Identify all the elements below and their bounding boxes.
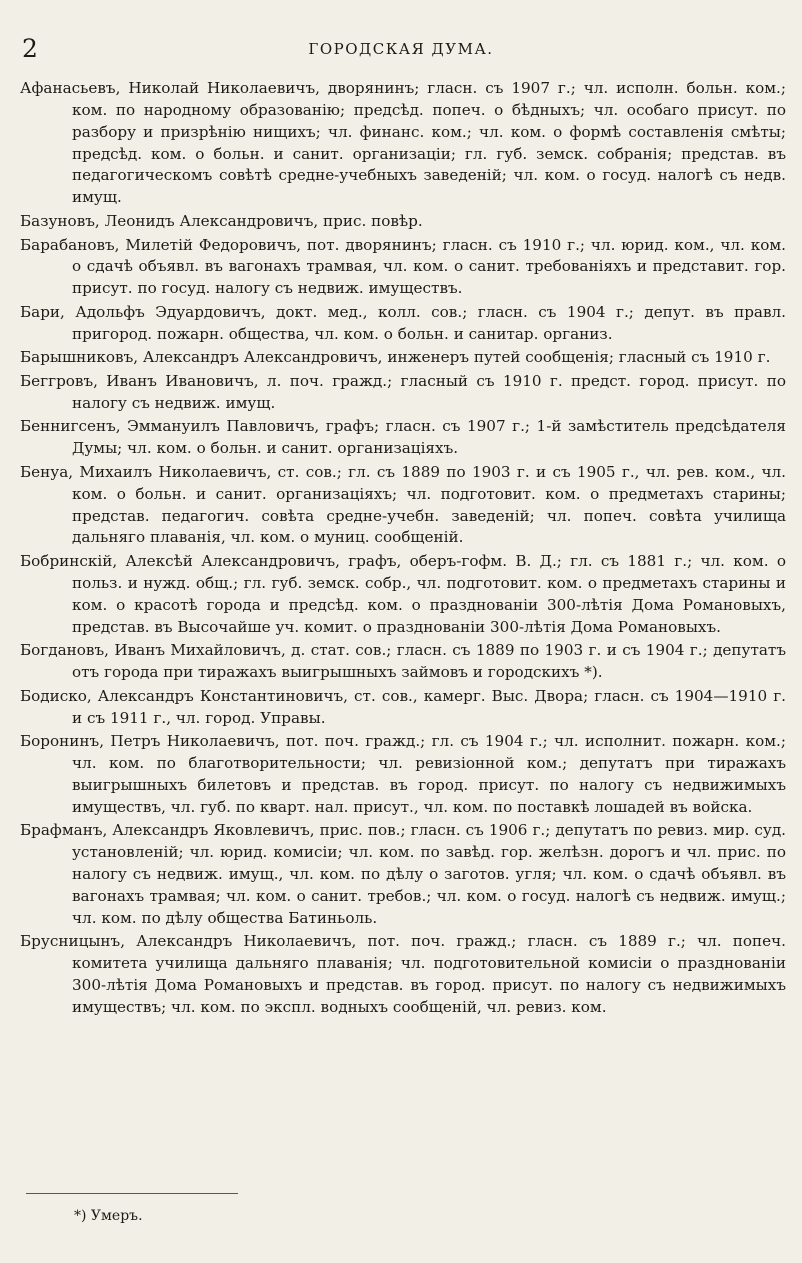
entry-bodisko: Бодиско, Александръ Константиновичъ, ст. сов., камерг. Выс. Двора; гласн. съ 1904—1910 г. и съ 1911 г., чл. город. Управы. xyxy=(20,686,786,727)
footnote: *) Умеръ. xyxy=(74,1208,143,1224)
footnote-divider xyxy=(26,1193,238,1194)
entry-brafman: Брафманъ, Александръ Яковлевичъ, прис. пов.; гласн. съ 1906 г.; депутатъ по ревиз. мир. суд. установленій; чл. юрид. комисіи; чл. ком. по завѣд. гор. желѣзн. дорогъ и чл. прис. по налогу съ недвиж. имущ., чл. ком. по дѣлу о заготов. угля; чл. ком. о сдачѣ объявл. въ вагонахъ трамвая; чл. ком. о санит. требов.; чл. ком. о госуд. налогѣ съ недвиж. имущ.; чл. ком. по дѣлу общества Батиньоль. xyxy=(20,821,786,927)
entry-bari: Бари, Адольфъ Эдуардовичъ, докт. мед., колл. сов.; гласн. съ 1904 г.; депут. въ правл. пригород. пожарн. общества, чл. ком. о больн. и санитар. организ. xyxy=(20,302,786,343)
entry-bogdanov: Богдановъ, Иванъ Михайловичъ, д. стат. сов.; гласн. съ 1889 по 1903 г. и съ 1904 г.; депутатъ отъ города при тиражахъ выигрышныхъ займовъ и городскихъ *). xyxy=(20,641,786,682)
entry-brusnitsyn: Брусницынъ, Александръ Николаевичъ, пот. поч. гражд.; гласн. съ 1889 г.; чл. попеч. комитета училища дальняго плаванія; чл. подготовительной комисіи о праздновaніи 300-лѣтія Дома Романовыхъ и представ. въ город. присут. по налогу съ недвижимыхъ имуществъ; чл. ком. по экспл. водныхъ сообщеній, чл. ревиз. ком. xyxy=(20,932,786,1016)
entry-boronin: Боронинъ, Петръ Николаевичъ, пот. поч. гражд.; гл. съ 1904 г.; чл. исполнит. пожарн. ком.; чл. ком. по благотворительности; чл. ревизіонной ком.; депутатъ при тиражахъ выигрышныхъ билетовъ и представ. въ город. присут. по налогу съ недвижимыхъ имуществъ, чл. губ. по кварт. нал. присут., чл. ком. по поставкѣ лошадей въ войска. xyxy=(20,732,786,816)
entry-barabanov: Барабановъ, Милетій Федоровичъ, пот. дворянинъ; гласн. съ 1910 г.; чл. юрид. ком., чл. ком. о сдачѣ объявл. въ вагонахъ трамвая, чл. ком. о санит. требованіяхъ и представит. гор. присут. по госуд. налогу съ недвиж. имуществъ. xyxy=(20,235,786,298)
entry-afanasev: Афанасьевъ, Николай Николаевичъ, дворянинъ; гласн. съ 1907 г.; чл. исполн. больн. ком.; ком. по народному образованію; предсѣд. попеч. о бѣдныхъ; чл. особаго присут. по разбору и призрѣнію нищихъ; чл. финанс. ком.; чл. ком. о формѣ составленія смѣты; предсѣд. ком. о больн. и санит. организаціи; гл. губ. земск. собранія; представ. въ педагогическомъ совѣтѣ средне-учебныхъ заведеній; чл. ком. о госуд. налогѣ съ недв. имущ. xyxy=(20,79,786,207)
running-title: ГОРОДСКАЯ ДУМА. xyxy=(308,40,494,58)
entry-bennigsen: Беннигсенъ, Эммануилъ Павловичъ, графъ; гласн. съ 1907 г.; 1-й замѣститель предсѣдателя Думы; чл. ком. о больн. и санит. организаціяхъ. xyxy=(20,417,786,458)
entry-benua: Бенуа, Михаилъ Николаевичъ, ст. сов.; гл. съ 1889 по 1903 г. и съ 1905 г., чл. рев. ком., чл. ком. о больн. и санит. организаціяхъ; чл. подготовит. ком. о предметахъ старины; представ. педагогич. совѣта средне-учебн. заведеній; чл. попеч. совѣта училища дальняго плаванія, чл. ком. о муниц. сообщеній. xyxy=(20,462,786,547)
entry-bobrinsky: Бобринскій, Алексѣй Александровичъ, графъ, оберъ-гофм. В. Д.; гл. съ 1881 г.; чл. ком. о польз. и нужд. общ.; гл. губ. земск. собр., чл. подготовит. ком. о предметахъ старины и ком. о красотѣ города и предсѣд. ком. о праздновaніи 300-лѣтія Дома Романовыхъ, представ. въ Высочайше уч. комит. о праздновaніи 300-лѣтія Дома Романовыхъ. xyxy=(20,552,786,636)
entry-baryshnikov: Барышниковъ, Александръ Александровичъ, инженеръ путей сообщенія; гласный съ 1910 г. xyxy=(20,348,771,367)
entry-beggrov: Беггровъ, Иванъ Ивановичъ, л. поч. гражд.; гласный съ 1910 г. предст. город. присут. по налогу съ недвиж. имущ. xyxy=(20,371,786,412)
entry-list xyxy=(20,78,786,1021)
entry-bazunov: Базуновъ, Леонидъ Александровичъ, прис. повѣр. xyxy=(20,211,423,230)
page-number: 2 xyxy=(22,34,38,63)
